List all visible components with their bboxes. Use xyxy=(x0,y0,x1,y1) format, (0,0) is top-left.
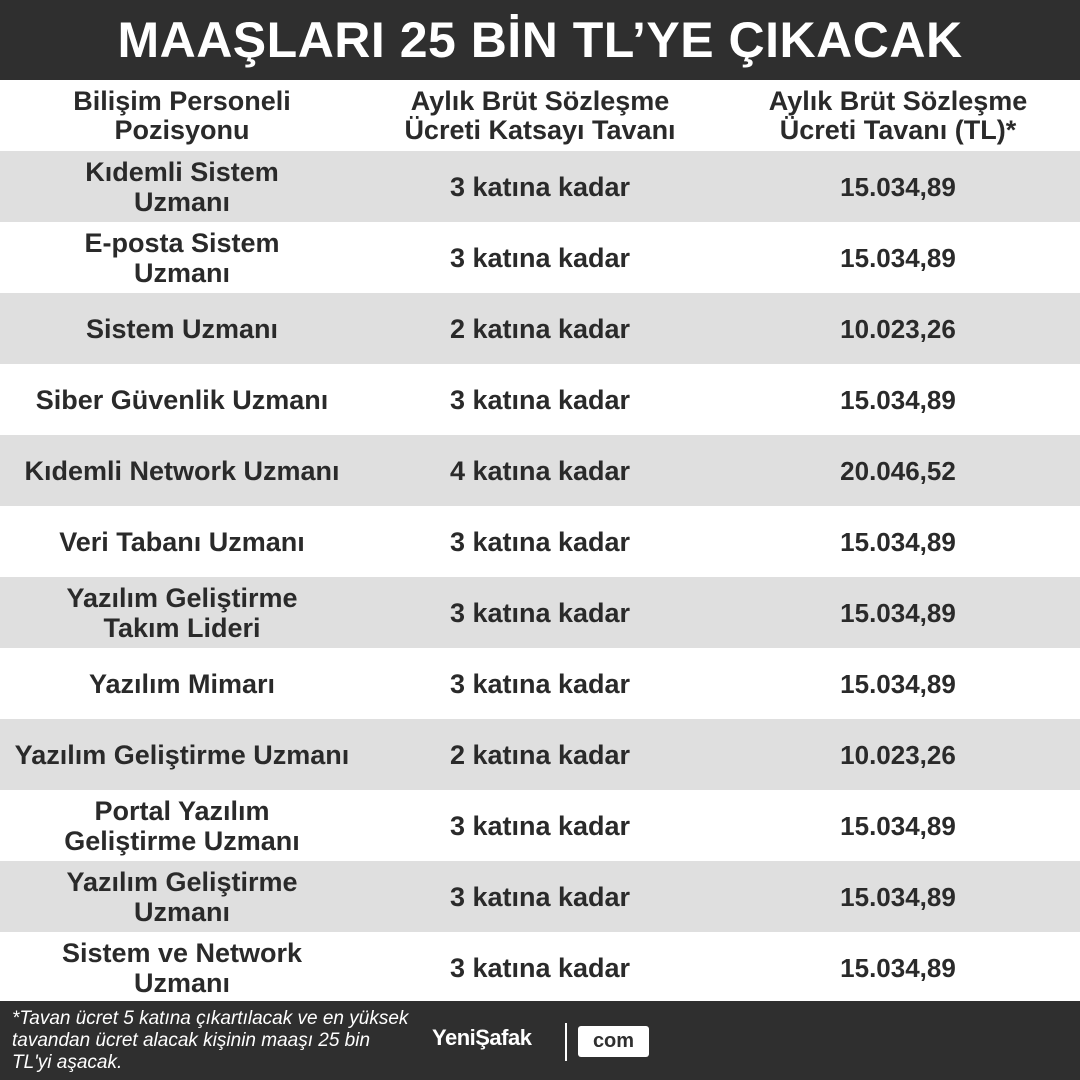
table-row xyxy=(0,293,1080,364)
cell-ceiling: 15.034,89 xyxy=(840,242,956,273)
cell-ceiling: 15.034,89 xyxy=(840,810,956,841)
cell-position: Sistem ve Network Uzmanı xyxy=(61,937,303,998)
cell-coefficient: 3 katına kadar xyxy=(449,242,631,273)
cell-position: Veri Tabanı Uzmanı xyxy=(59,526,305,557)
cell-coefficient: 3 katına kadar xyxy=(449,668,631,699)
cell-coefficient: 4 katına kadar xyxy=(449,455,631,486)
column-header-coefficient: Aylık Brüt Sözleşme Ücreti Katsayı Tavanı xyxy=(404,85,676,145)
table-row xyxy=(0,719,1080,790)
brand-logo: YeniŞafak xyxy=(432,1025,532,1050)
cell-coefficient: 2 katına kadar xyxy=(449,739,631,770)
cell-coefficient: 3 katına kadar xyxy=(449,810,631,841)
cell-coefficient: 3 katına kadar xyxy=(449,384,631,415)
cell-ceiling: 15.034,89 xyxy=(840,171,956,202)
cell-position: Siber Güvenlik Uzmanı xyxy=(35,384,329,415)
cell-position: Yazılım Geliştirme Uzmanı xyxy=(14,739,350,770)
table-row xyxy=(0,435,1080,506)
cell-position: Yazılım Geliştirme Takım Lideri xyxy=(66,582,298,643)
footnote: *Tavan ücret 5 katına çıkartılacak ve en yüksek tavandan ücret alacak kişinin maaşı 25 bin TL'yi aşacak. xyxy=(12,1008,409,1073)
table-row xyxy=(0,222,1080,293)
cell-ceiling: 15.034,89 xyxy=(840,597,956,628)
table-header xyxy=(0,80,1080,151)
cell-position: Portal Yazılım Geliştirme Uzmanı xyxy=(64,795,300,856)
brand-com-badge: com xyxy=(578,1026,649,1057)
title-bar xyxy=(0,0,1080,80)
cell-ceiling: 10.023,26 xyxy=(840,313,956,344)
cell-position: E-posta Sistem Uzmanı xyxy=(84,227,280,288)
cell-coefficient: 3 katına kadar xyxy=(449,881,631,912)
cell-ceiling: 15.034,89 xyxy=(840,881,956,912)
cell-position: Kıdemli Network Uzmanı xyxy=(24,455,340,486)
cell-ceiling: 20.046,52 xyxy=(840,455,956,486)
cell-position: Sistem Uzmanı xyxy=(85,313,279,344)
cell-coefficient: 2 katına kadar xyxy=(449,313,631,344)
cell-ceiling: 15.034,89 xyxy=(840,952,956,983)
cell-ceiling: 15.034,89 xyxy=(840,668,956,699)
table-row xyxy=(0,151,1080,222)
cell-coefficient: 3 katına kadar xyxy=(449,171,631,202)
cell-position: Yazılım Geliştirme Uzmanı xyxy=(66,866,298,927)
table-row xyxy=(0,861,1080,932)
cell-ceiling: 15.034,89 xyxy=(840,526,956,557)
cell-ceiling: 15.034,89 xyxy=(840,384,956,415)
table-row xyxy=(0,648,1080,719)
cell-position: Yazılım Mimarı xyxy=(88,668,276,699)
footer-bar xyxy=(0,1001,1080,1080)
table-row xyxy=(0,790,1080,861)
table-row xyxy=(0,577,1080,648)
page-title: MAAŞLARI 25 BİN TL’YE ÇIKACAK xyxy=(117,12,963,68)
column-header-ceiling: Aylık Brüt Sözleşme Ücreti Tavanı (TL)* xyxy=(768,85,1028,145)
column-header-position: Bilişim Personeli Pozisyonu xyxy=(73,85,291,145)
cell-coefficient: 3 katına kadar xyxy=(449,597,631,628)
table-body xyxy=(0,151,1080,1001)
table-row xyxy=(0,364,1080,435)
cell-position: Kıdemli Sistem Uzmanı xyxy=(85,156,279,217)
brand-divider xyxy=(565,1023,567,1061)
cell-coefficient: 3 katına kadar xyxy=(449,952,631,983)
cell-coefficient: 3 katına kadar xyxy=(449,526,631,557)
table-row xyxy=(0,932,1080,1003)
cell-ceiling: 10.023,26 xyxy=(840,739,956,770)
table-row xyxy=(0,506,1080,577)
